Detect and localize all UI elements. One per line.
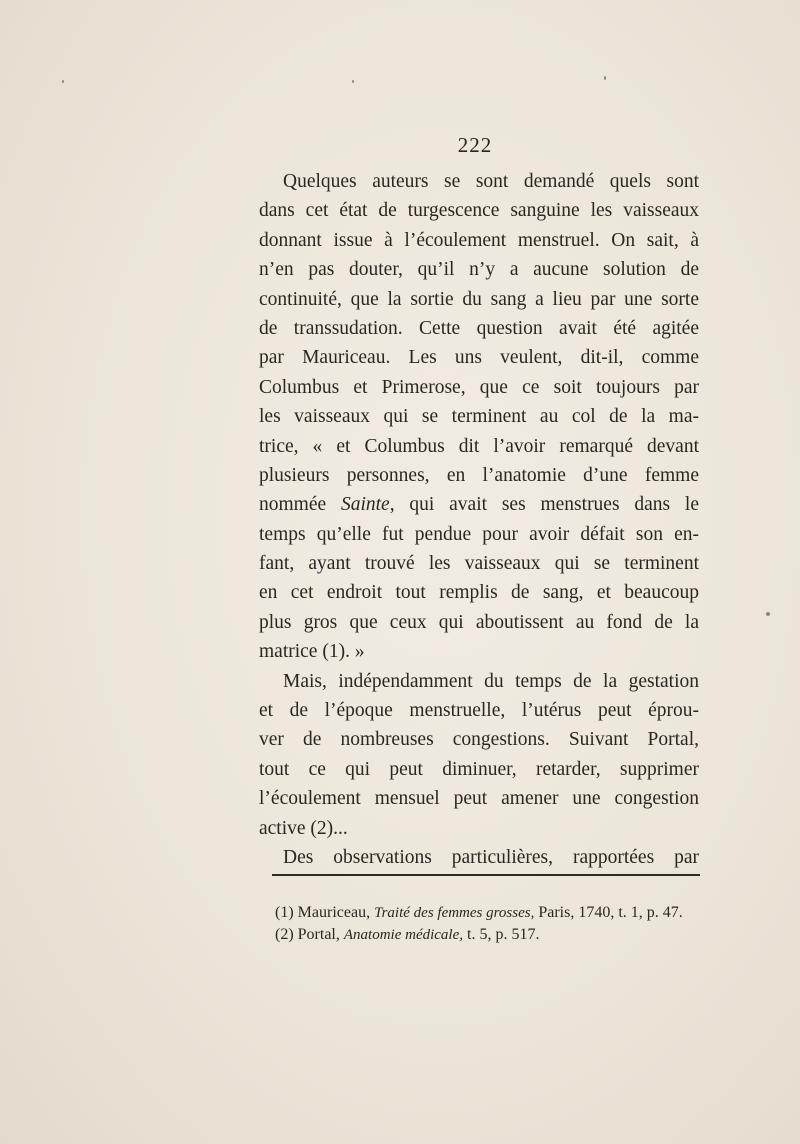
footnote-title: Anatomie médicale, [343,927,464,943]
text-line: trice, « et Columbus dit l’avoir remarqué devant [259,435,699,457]
text-line: les vaisseaux qui se terminent au col de la ma- [259,406,699,428]
text-line: plus gros que ceux qui aboutissent au fond de la [259,611,699,633]
text-line: dans cet état de turgescence sanguine les vaisseaux [259,200,699,222]
text-line: plusieurs personnes, en l’anatomie d’une femme [259,464,699,486]
text-line-with-italic [259,490,699,519]
paper-speck [62,80,64,83]
footnote-text: t. 5, p. 517. [463,926,540,943]
footnote-separator [272,874,700,876]
text-span: , qui avait ses menstrues dans le [389,494,699,516]
footnotes [275,902,705,946]
footnote-title: Traité des femmes grosses, [374,905,535,921]
paper-speck [604,76,606,80]
page-number: 222 [457,133,493,157]
text-line: de transsudation. Cette question avait été agitée [259,317,699,339]
paper-speck [352,80,354,83]
text-line: ver de nombreuses congestions. Suivant Portal, [259,729,699,751]
text-line: active (2)... [259,817,348,839]
footnote-text: Paris, 1740, t. 1, p. 47. [534,904,683,921]
italic-word: Sainte [340,494,390,516]
text-line: et de l’époque menstruelle, l’utérus peut éprou- [259,700,699,722]
text-line: en cet endroit tout remplis de sang, et beaucoup [259,582,699,604]
text-line: continuité, que la sortie du sang a lieu par une sorte [259,288,699,310]
text-line: l’écoulement mensuel peut amener une congestion [259,788,699,810]
text-line: temps qu’elle fut pendue pour avoir défait son en- [259,523,699,545]
footnote-text: (1) Mauriceau, [275,904,375,921]
footnote-text: (2) Portal, [275,926,344,943]
text-line: tout ce qui peut diminuer, retarder, supprimer [259,758,699,780]
body-text [259,167,699,872]
paper-speck [766,612,770,616]
text-line: Columbus et Primerose, que ce soit toujours par [259,376,699,398]
text-span: nommée [259,494,341,516]
text-line: par Mauriceau. Les uns veulent, dit-il, comme [259,347,699,369]
text-line: fant, ayant trouvé les vaisseaux qui se terminent [259,553,699,575]
footnote [275,924,705,946]
text-line: donnant issue à l’écoulement menstruel. On sait, à [259,229,699,251]
footnote [275,902,705,924]
text-line: Quelques auteurs se sont demandé quels sont [283,171,699,192]
text-line: Des observations particulières, rapportées par [283,846,699,868]
text-line: matrice (1). » [259,641,365,663]
text-line: n’en pas douter, qu’il n’y a aucune solution de [259,259,699,281]
text-line: Mais, indépendamment du temps de la gestation [283,670,699,692]
